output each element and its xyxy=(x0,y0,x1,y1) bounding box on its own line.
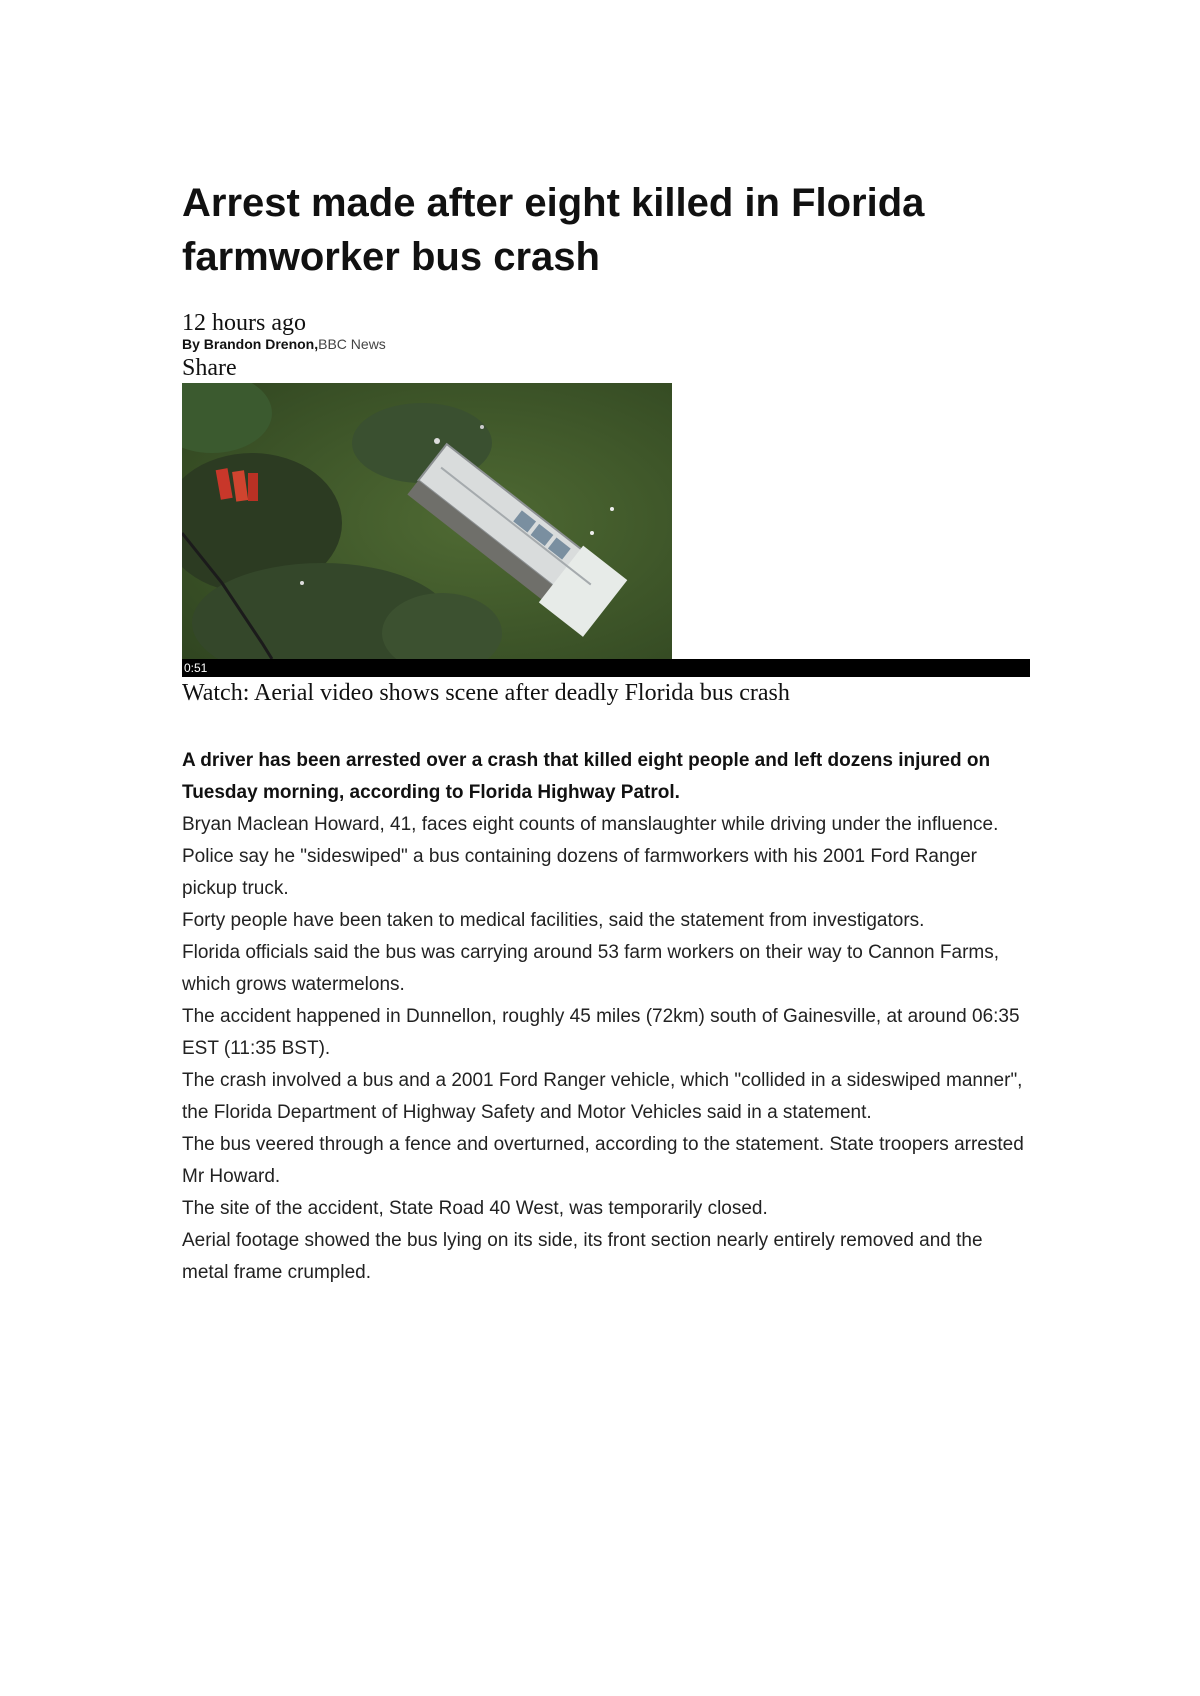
article xyxy=(182,176,1030,1289)
video-duration: 0:51 xyxy=(184,661,208,675)
article-paragraph: The bus veered through a fence and overturned, according to the statement. State troopers arrested Mr Howard. xyxy=(182,1134,1024,1187)
byline-author[interactable]: By Brandon Drenon, xyxy=(182,336,319,352)
article-paragraph: The site of the accident, State Road 40 West, was temporarily closed. xyxy=(182,1198,768,1219)
article-byline xyxy=(182,336,1030,353)
article-paragraph: Bryan Maclean Howard, 41, faces eight counts of manslaughter while driving under the influence. xyxy=(182,814,999,835)
article-paragraph: Florida officials said the bus was carrying around 53 farm workers on their way to Cannon Farms, which grows watermelons. xyxy=(182,942,1000,995)
article-paragraph: Aerial footage showed the bus lying on its side, its front section nearly entirely removed and the metal frame crumpled. xyxy=(182,1230,983,1283)
video-caption: Watch: Aerial video shows scene after deadly Florida bus crash xyxy=(182,680,790,706)
video-player[interactable] xyxy=(182,383,1030,677)
article-paragraph: Forty people have been taken to medical facilities, said the statement from investigators. xyxy=(182,910,925,931)
article-timestamp: 12 hours ago xyxy=(182,310,306,336)
article-lede: A driver has been arrested over a crash that killed eight people and left dozens injured on Tuesday morning, according to Florida Highway Patrol. xyxy=(182,750,991,803)
byline-outlet: BBC News xyxy=(318,336,386,352)
article-paragraph: Police say he "sideswiped" a bus containing dozens of farmworkers with his 2001 Ford Ranger pickup truck. xyxy=(182,846,978,899)
article-headline: Arrest made after eight killed in Florida farmworker bus crash xyxy=(182,181,925,279)
video-progress-bar[interactable] xyxy=(182,659,1030,677)
article-paragraph: The crash involved a bus and a 2001 Ford Ranger vehicle, which "collided in a sideswiped manner", the Florida Department of Highway Safety and Motor Vehicles said in a statement. xyxy=(182,1070,1023,1123)
article-paragraph: The accident happened in Dunnellon, roughly 45 miles (72km) south of Gainesville, at around 06:35 EST (11:35 BST). xyxy=(182,1006,1020,1059)
share-button[interactable]: Share xyxy=(182,355,237,381)
crash-aerial-photo[interactable] xyxy=(182,383,672,659)
